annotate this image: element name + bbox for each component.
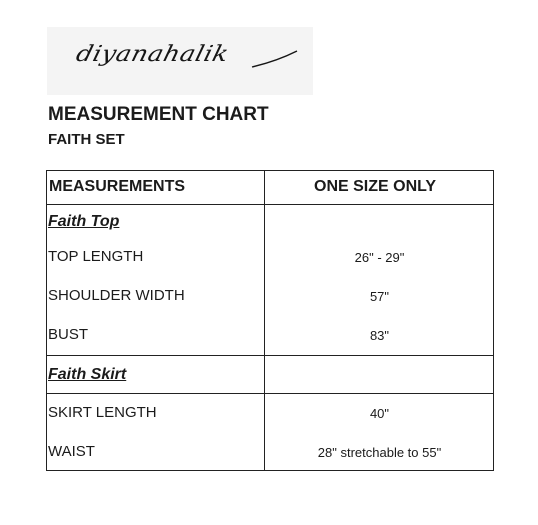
row-label: SKIRT LENGTH [48, 404, 157, 421]
table-rule-left [46, 170, 47, 471]
measurement-table [46, 170, 494, 472]
row-value: 83" [369, 328, 390, 343]
column-header-size: ONE SIZE ONLY [314, 178, 437, 195]
logo-script-text: diyanahalik [73, 41, 232, 67]
page-subtitle: FAITH SET [48, 131, 125, 148]
table-rule-section [46, 393, 494, 394]
row-label: WAIST [48, 443, 95, 460]
row-label: SHOULDER WIDTH [48, 287, 185, 304]
table-rule-right [493, 170, 494, 471]
table-rule-section [46, 355, 494, 356]
section-title-skirt: Faith Skirt [48, 366, 127, 383]
page-title: MEASUREMENT CHART [48, 104, 269, 125]
row-value: 28" stretchable to 55" [317, 445, 442, 460]
row-value: 40" [369, 406, 390, 421]
row-label: BUST [48, 326, 89, 343]
brand-logo [47, 27, 313, 95]
section-title-top: Faith Top [48, 213, 120, 230]
column-header-measurements: MEASUREMENTS [49, 178, 186, 195]
row-label: TOP LENGTH [48, 248, 144, 265]
table-rule-middle [264, 170, 265, 471]
table-rule-top [46, 170, 494, 171]
row-value: 57" [369, 289, 390, 304]
row-value: 26" - 29" [354, 250, 405, 265]
table-rule-header [46, 204, 494, 205]
table-rule-bottom [46, 470, 494, 471]
